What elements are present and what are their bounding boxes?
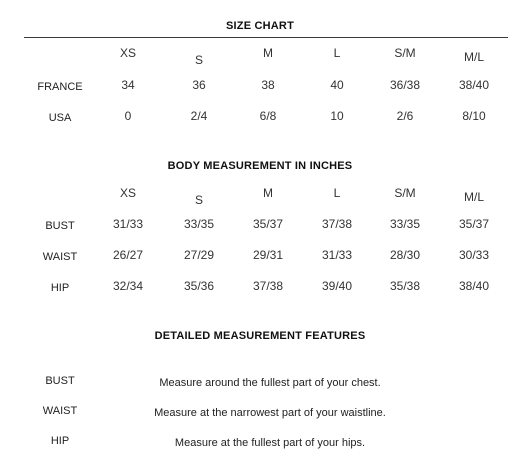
table-cell: 40: [330, 78, 344, 92]
size-header-s: S: [194, 53, 203, 67]
table-cell: 35/38: [389, 279, 421, 293]
table-cell: 0: [124, 109, 132, 123]
row-label-waist: WAIST: [42, 251, 78, 263]
table-cell: 30/33: [458, 248, 490, 262]
table-cell: 8/10: [462, 109, 486, 123]
row-label-hip: HIP: [50, 282, 70, 294]
feature-description-bust: Measure around the fullest part of your chest.: [159, 377, 381, 389]
size-header-s: S: [194, 193, 203, 207]
size-header-m: M: [263, 46, 273, 60]
table-cell: 2/6: [396, 109, 414, 123]
row-label-usa: USA: [48, 112, 72, 124]
table-cell: 2/4: [190, 109, 208, 123]
feature-label-bust: BUST: [45, 375, 75, 387]
table-cell: 28/30: [389, 248, 421, 262]
table-cell: 37/38: [252, 279, 284, 293]
table-cell: 38/40: [458, 78, 490, 92]
feature-description-hip: Measure at the fullest part of your hips.: [174, 437, 366, 449]
table-cell: 35/37: [458, 217, 490, 231]
table-cell: 33/35: [389, 217, 421, 231]
title-divider: [24, 37, 508, 38]
table-cell: 32/34: [112, 279, 144, 293]
body-measurement-title: BODY MEASUREMENT IN INCHES: [167, 160, 353, 172]
feature-label-hip: HIP: [50, 435, 70, 447]
size-header-xs: XS: [119, 186, 136, 200]
table-cell: 36: [192, 78, 206, 92]
feature-description-waist: Measure at the narrowest part of your waistline.: [154, 407, 386, 419]
table-cell: 35/36: [183, 279, 215, 293]
table-cell: 10: [330, 109, 344, 123]
table-cell: 36/38: [389, 78, 421, 92]
table-cell: 31/33: [112, 217, 144, 231]
table-cell: 26/27: [112, 248, 144, 262]
table-cell: 39/40: [321, 279, 353, 293]
size-header-ml: M/L: [463, 190, 484, 204]
size-header-l: L: [333, 186, 341, 200]
table-cell: 35/37: [252, 217, 284, 231]
table-cell: 33/35: [183, 217, 215, 231]
table-cell: 31/33: [321, 248, 353, 262]
table-cell: 29/31: [252, 248, 284, 262]
size-header-xs: XS: [119, 46, 136, 60]
size-header-ml: M/L: [463, 50, 484, 64]
table-cell: 6/8: [259, 109, 277, 123]
table-cell: 27/29: [183, 248, 215, 262]
table-cell: 38/40: [458, 279, 490, 293]
row-label-france: FRANCE: [37, 81, 83, 93]
size-chart-title: SIZE CHART: [226, 20, 294, 32]
features-title: DETAILED MEASUREMENT FEATURES: [154, 330, 366, 342]
table-cell: 34: [121, 78, 135, 92]
table-cell: 38: [261, 78, 275, 92]
table-cell: 37/38: [321, 217, 353, 231]
size-header-sm: S/M: [394, 186, 416, 200]
size-header-sm: S/M: [394, 46, 416, 60]
size-header-m: M: [263, 186, 273, 200]
row-label-bust: BUST: [45, 220, 75, 232]
size-header-l: L: [333, 46, 341, 60]
feature-label-waist: WAIST: [42, 405, 78, 417]
